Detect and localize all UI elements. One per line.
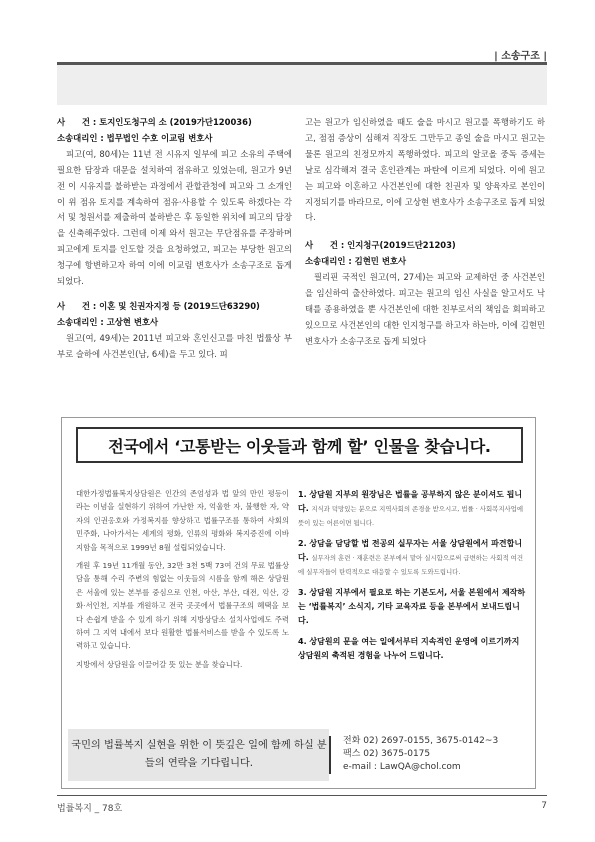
left-column [57, 115, 292, 363]
notice-items [298, 488, 527, 670]
case-3-title: 사 건 : 인지청구(2019드단21203) [305, 240, 456, 251]
case-3-attorney: 소송대리인 : 김현민 변호사 [305, 256, 407, 267]
page-number: 7 [541, 801, 547, 811]
notice-item [298, 586, 527, 628]
notice-headline: 전국에서 ‘고통받는 이웃들과 함께 할’ 인물을 찾습니다. [76, 427, 523, 463]
contact-fax: 팩스 02) 3675-0175 [343, 749, 431, 759]
case-1-title: 사 건 : 토지인도청구의 소 (2019가단120036) [57, 117, 252, 127]
footer-rule [57, 795, 547, 796]
section-tag: | 소송구조 | [494, 51, 547, 62]
contact-email[interactable]: e-mail : LawQA@chol.com [343, 762, 461, 772]
notice-item [298, 488, 527, 530]
header-shade [57, 65, 547, 105]
notice-item-title: 4. 상담원의 문을 여는 일에서부터 지속적인 운영에 이르기까지 상담원의 축적된 경험을 나누어 드립니다. [298, 637, 520, 660]
footer-issue: 법률복지 _ 78호 [57, 804, 123, 814]
appeal-text: 국민의 법률복지 실현을 위한 이 뜻깊은 일에 함께 하실 분들의 연락을 기다립니다. [71, 740, 327, 769]
case-2-body-part2: 고는 원고가 임신하였을 때도 술을 마시고 원고를 폭행하기도 하고, 점점 증상이 심해져 직장도 그만두고 종일 술을 마시고 원고는 물론 원고의 친정모까지 폭행하였다. 피고의 알코올 중독 증세는 날로 심각해져 결국 혼인관계는 파탄에 이르게 되었다. 이에 원고는 피고와 이혼하고 사건본인에 대한 친권자 및 양육자로 본인이 지정되기를 바라므로, 이에 고상현 변호사가 소송구조로 돕게 되었다. [305, 117, 545, 223]
notice-item-note: 실무자의 훈련 · 재훈련은 본부에서 맡아 실시함으로써 급변하는 사회적 여건에 실무자들이 탄력적으로 대응할 수 있도록 도와드립니다. [298, 554, 524, 576]
contact-info [343, 735, 498, 774]
notice-item-note: 지식과 덕망있는 분으로 지역사회의 존경을 받으시고, 법률 · 사회복지사업에 뜻이 있는 어른이면 됩니다. [298, 505, 524, 527]
contact-panel [329, 729, 529, 781]
case-1-body: 피고(여, 80세)는 11년 전 시유지 일부에 피고 소유의 주택에 필요한 담장과 대문을 설치하여 점유하고 있었는데, 원고가 9년 전 이 시유지를 불하받는 과정에서 관할관청에 피고와 그 소개인이 위 점유 토지를 계속하여 점유·사용할 수 있도록 하겠다는 각서 및 청원서를 제출하여 불하받은 후 동일한 위치에 피고의 담장을 신축해주었다. 그런데 이제 와서 원고는 무단점유를 주장하며 피고에게 토지를 인도할 것을 요청하였고, 피고는 부당한 원고의 청구에 항변하고자 하여 이에 이교림 변호사가 소송구조로 돕게 되었다. [57, 148, 292, 287]
case-2-body-part1: 원고(여, 49세)는 2011년 피고와 혼인신고를 마친 법률상 부부로 슬하에 사건본인(남, 6세)을 두고 있다. 피 [57, 332, 292, 359]
notice-item-title: 1. 상담원 지부의 원장님은 법률을 공부하지 않은 분이셔도 됩니다. [298, 490, 523, 513]
intro-paragraph: 지방에서 상담원을 이끌어갈 뜻 있는 분을 찾습니다. [76, 659, 243, 669]
notice-item-title: 2. 상담을 담당할 법 전공의 실무자는 서울 상담원에서 파견합니다. [298, 539, 523, 562]
contact-bar [68, 729, 529, 781]
intro-paragraph: 개원 후 19년 11개월 동안, 32만 3천 5백 73여 건의 무료 법률상담을 통해 수리 주변의 힘없는 이웃들의 시름을 함께 해온 상담원은 서울에 있는 본부를 중심으로 인천, 아산, 부산, 대전, 익산, 강화·서인천, 지부를 개원하고 전국 곳곳에서 법률구조의 혜택을 보다 손쉽게 받을 수 있게 하기 위해 지방상담소 설치사업에도 주력하여 그 지역 내에서 보다 원활한 법률서비스를 받을 수 있도록 노력하고 있습니다. [76, 561, 289, 651]
case-1-attorney: 소송대리인 : 법무법인 수호 이교림 변호사 [57, 132, 213, 143]
recruitment-notice [61, 417, 536, 789]
contact-divider [329, 736, 331, 774]
notice-intro [76, 487, 289, 676]
contact-phone: 전화 02) 2697-0155, 3675-0142~3 [343, 736, 499, 746]
case-3-body: 필리핀 국적인 원고(여, 27세)는 피고와 교제하던 중 사건본인을 임신하여 출산하였다. 피고는 원고의 임신 사실을 알고서도 낙태를 종용하였을 뿐 사건본인에 대한 친부로서의 책임을 회피하고 있으므로 사건본인의 대한 인지청구를 하고자 하는바, 이에 김현민 변호사가 소송구조로 돕게 되었다 [305, 272, 545, 346]
case-2-title: 사 건 : 이혼 및 친권자지정 등 (2019드단63290) [57, 300, 260, 311]
notice-item-title: 3. 상담원 지부에서 필요로 하는 기본도서, 서울 본원에서 제작하는 ‘법률복지’ 소식지, 기타 교육자료 등을 본부에서 보내드립니다. [298, 588, 526, 625]
right-column [305, 115, 545, 350]
notice-item [298, 635, 527, 663]
notice-item [298, 537, 527, 579]
intro-paragraph: 대한가정법률복지상담원은 인간의 존엄성과 법 앞의 만인 평등이라는 이념을 실현하기 위하여 가난한 자, 억울한 자, 불행한 자, 약자의 인권옹호와 가정복지를 향상하고 법률구조를 통하여 사회의 민주화, 나아가서는 세계의 평화, 인류의 평화와 복지증진에 이바지함을 목적으로 1999년 8월 설립되었습니다. [76, 489, 289, 552]
case-2-attorney: 소송대리인 : 고상현 변호사 [57, 316, 159, 327]
